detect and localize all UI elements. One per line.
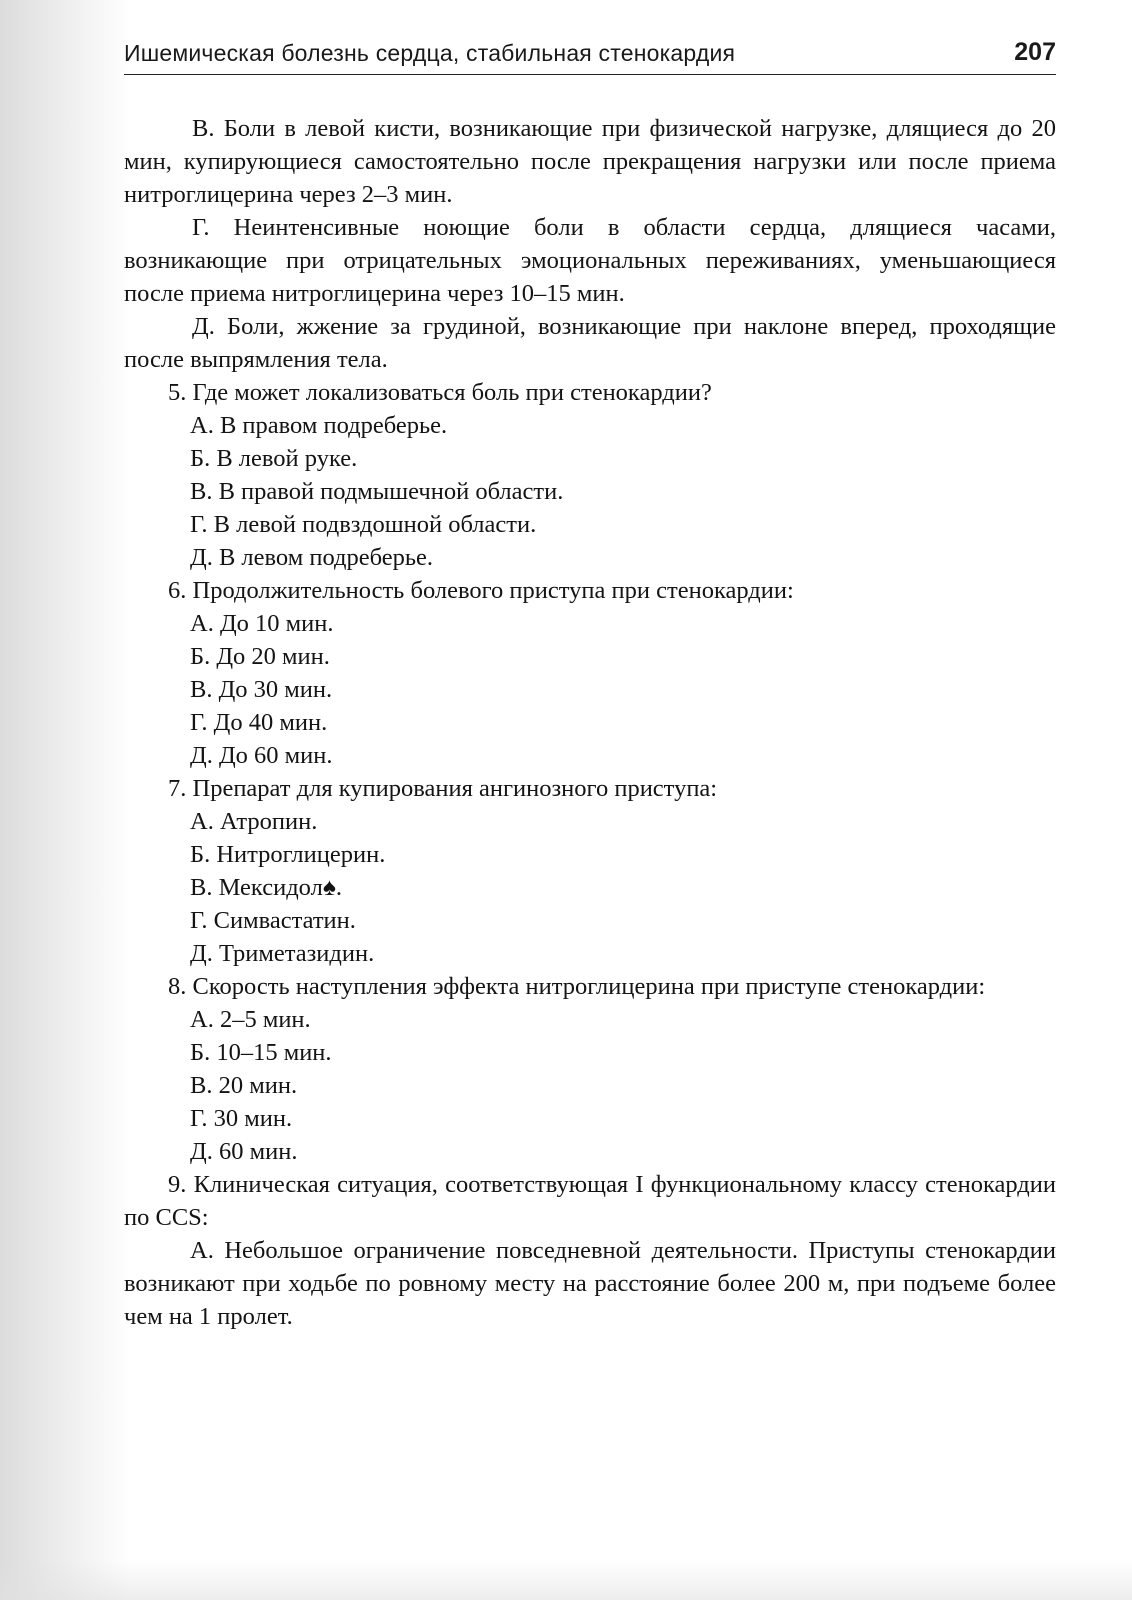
page-fold-shadow (0, 0, 130, 1600)
answer-option: Б. В левой руке. (190, 445, 358, 472)
option-text: В. Боли в левой кисти, возникающие при физической нагрузке, длящиеся до 20 мин, купирующиеся самостоятельно после прекращения нагрузки или после приема нитроглицерина через 2–3 мин. (124, 115, 1056, 208)
answer-option: А. До 10 мин. (190, 610, 334, 637)
page-bottom-shadow (0, 1560, 1132, 1600)
answer-option: Г. В левой подвздошной области. (190, 511, 537, 538)
question-8: 8. Скорость наступления эффекта нитроглицерина при приступе стенокардии: (168, 973, 986, 1000)
option-text: Д. Боли, жжение за грудиной, возникающие при наклоне вперед, проходящие после выпрямления тела. (124, 313, 1056, 373)
answer-option: А. 2–5 мин. (190, 1006, 311, 1033)
answer-option: Г. До 40 мин. (190, 709, 328, 736)
answer-option: Б. Нитроглицерин. (190, 841, 386, 868)
answer-option: Д. До 60 мин. (190, 742, 333, 769)
question-9: 9. Клиническая ситуация, соответствующая I функциональному классу стенокардии по CCS: (124, 1171, 1056, 1231)
question-6: 6. Продолжительность болевого приступа при стенокардии: (168, 577, 794, 604)
question-5: 5. Где может локализоваться боль при стенокардии? (168, 379, 712, 406)
answer-option: Б. До 20 мин. (190, 643, 330, 670)
answer-option: А. Небольшое ограничение повседневной деятельности. Приступы стенокардии возникают при ходьбе по ровному месту на расстояние более 200 м, при подъеме более чем на 1 пролет. (124, 1237, 1056, 1330)
question-7: 7. Препарат для купирования ангинозного приступа: (168, 775, 718, 802)
answer-option: Г. Симвастатин. (190, 907, 356, 934)
answer-option: А. Атропин. (190, 808, 318, 835)
answer-option: В. До 30 мин. (190, 676, 333, 703)
answer-option: В. В правой подмышечной области. (190, 478, 564, 505)
answer-option: Д. Триметазидин. (190, 940, 375, 967)
running-title: Ишемическая болезнь сердца, стабильная стенокардия (124, 40, 736, 66)
answer-option: В. 20 мин. (190, 1072, 298, 1099)
answer-option: Д. 60 мин. (190, 1138, 298, 1165)
option-text: Г. Неинтенсивные ноющие боли в области сердца, длящиеся часами, возникающие при отрицательных эмоциональных переживаниях, уменьшающиеся после приема нитроглицерина через 10–15 мин. (124, 214, 1056, 307)
answer-option: А. В правом подреберье. (190, 412, 448, 439)
page-content (124, 112, 1056, 1333)
answer-option: Г. 30 мин. (190, 1105, 293, 1132)
page-number: 207 (1014, 38, 1056, 66)
answer-option: В. Мексидол♠. (190, 874, 342, 901)
page-header (124, 38, 1056, 75)
answer-option: Д. В левом подреберье. (190, 544, 434, 571)
answer-option: Б. 10–15 мин. (190, 1039, 332, 1066)
